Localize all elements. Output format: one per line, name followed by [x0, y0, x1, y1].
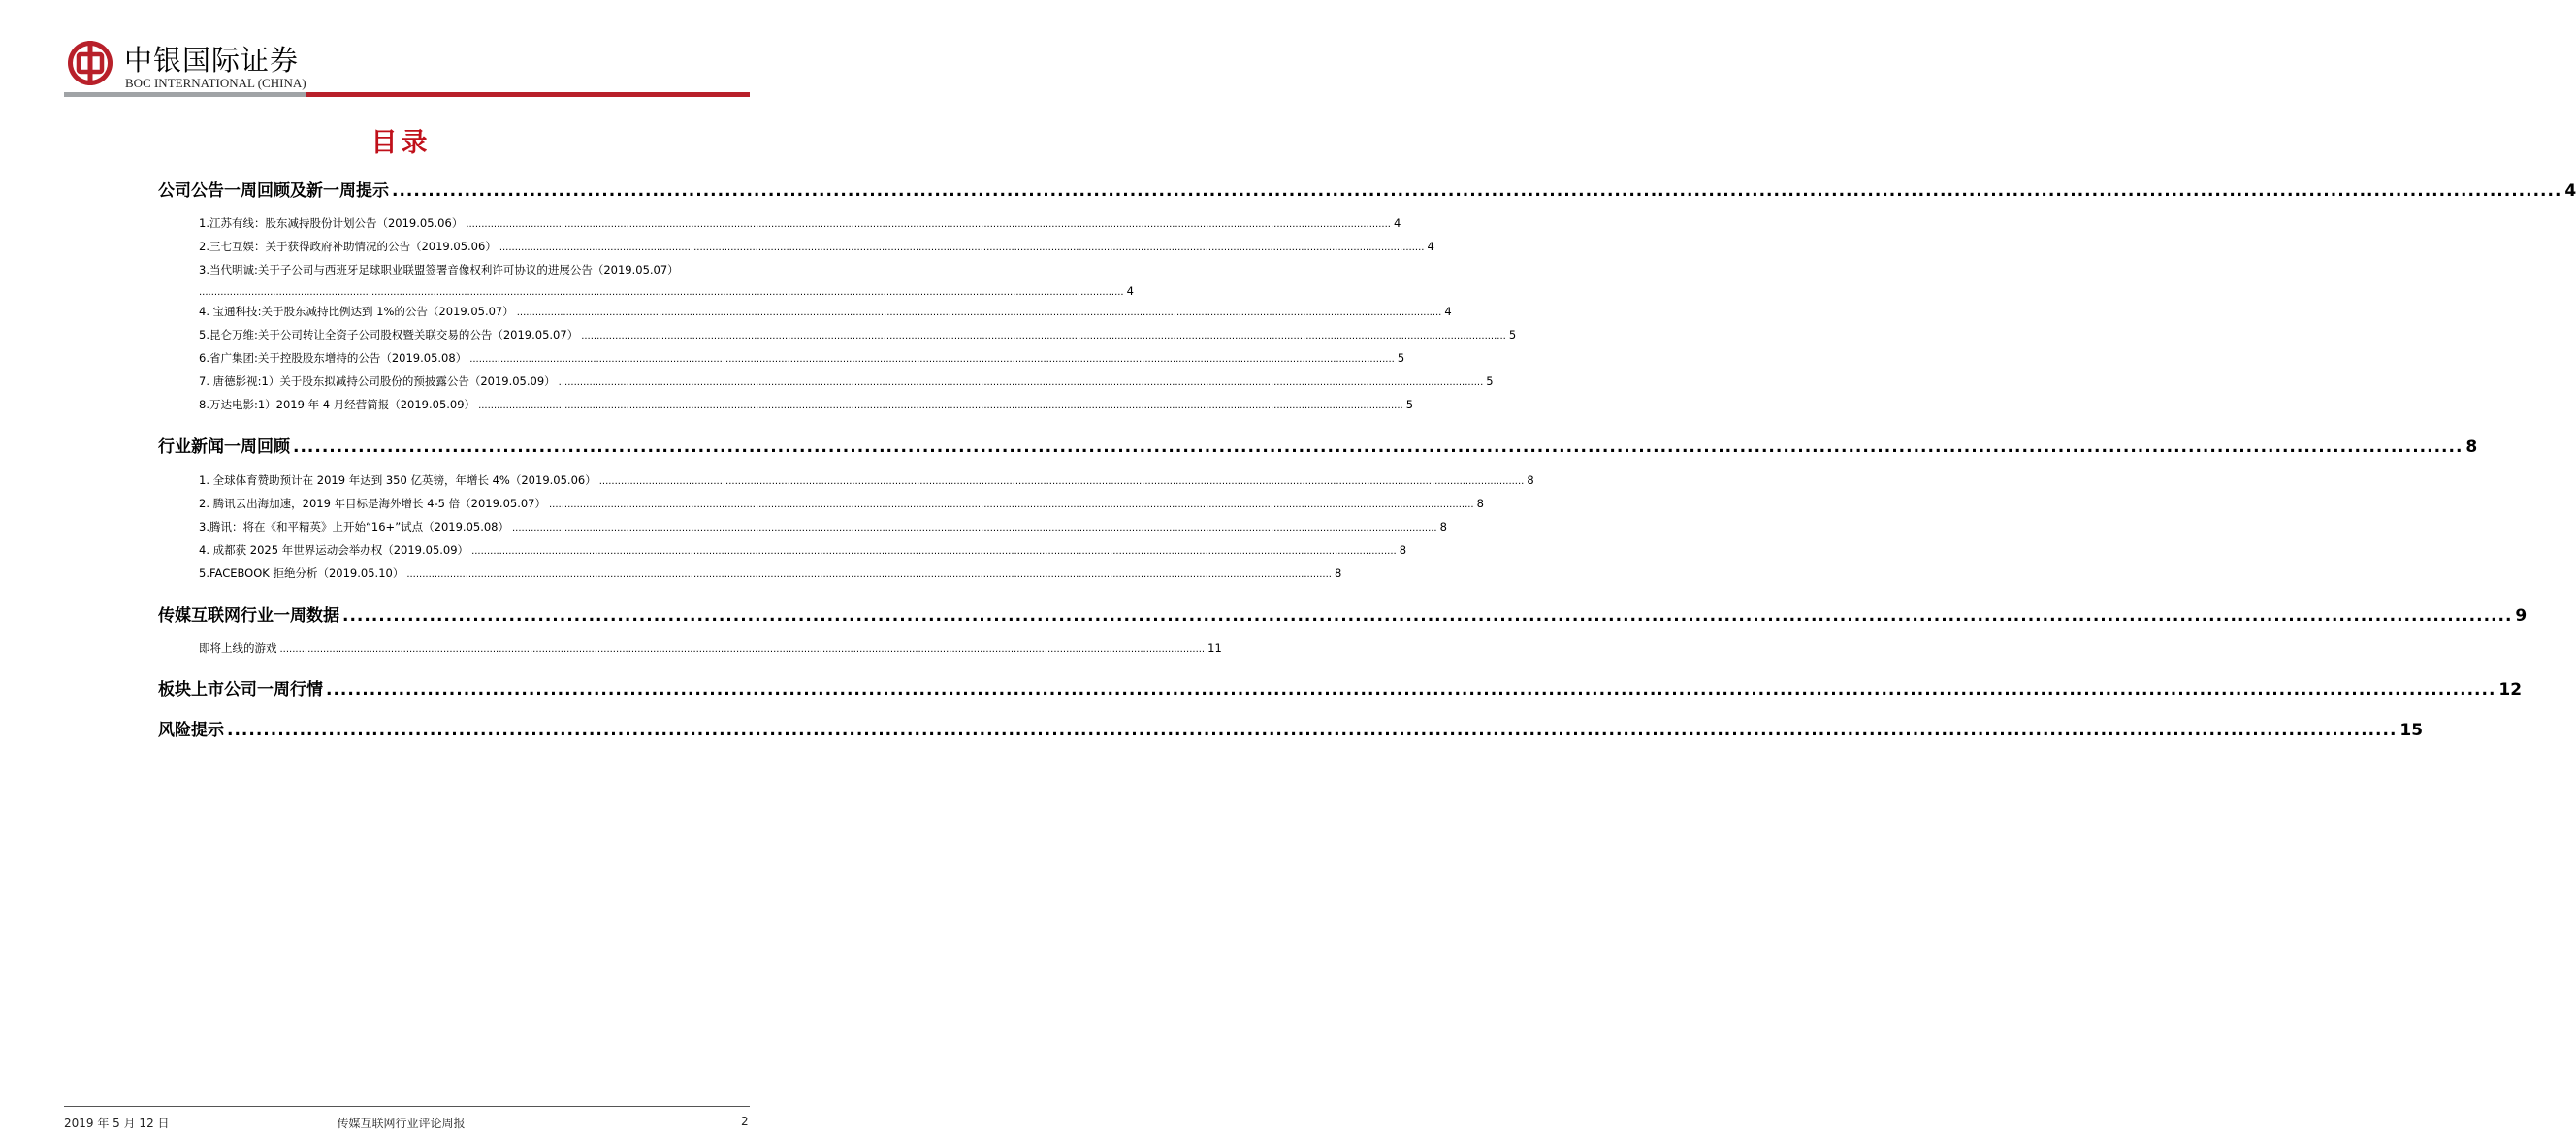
toc-leader-dots: ............................................................................................................................................................................................................................................................................................................ — [478, 401, 1403, 411]
toc-section-title: 公司公告一周回顾及新一周提示 — [158, 181, 389, 201]
toc-item-page: 4 — [1126, 284, 1134, 298]
toc-item-text: 2.三七互娱：关于获得政府补助情况的公告（2019.05.06） — [199, 240, 497, 253]
toc-leader-dots: ............................................................................................................................................................................................................................................................................................................ — [342, 606, 2513, 626]
toc-leader-dots: ............................................................................................................................................................................................................................................................................................................ — [516, 308, 1442, 318]
toc-leader-dots: ............................................................................................................................................................................................................................................................................................................ — [326, 680, 2496, 699]
toc-item-text: 3.当代明诚:关于子公司与西班牙足球职业联盟签署音像权利许可协议的进展公告（2019.05.07） — [199, 263, 679, 276]
toc-item-page: 5 — [1486, 374, 1494, 388]
toc-item-page: 5 — [1508, 328, 1517, 341]
toc-item-text: 4. 宝通科技:关于股东减持比例达到 1%的公告（2019.05.07） — [199, 305, 514, 318]
toc-leader-dots: ............................................................................................................................................................................................................................................................................................................ — [558, 377, 1484, 388]
toc-item-page: 8 — [1334, 567, 1342, 580]
toc-item-page: 11 — [1208, 641, 1222, 655]
toc-item-text: 5.FACEBOOK 拒绝分析（2019.05.10） — [199, 567, 404, 580]
toc-leader-dots: ............................................................................................................................................................................................................................................................................................................ — [279, 644, 1206, 655]
toc-item[interactable] — [199, 496, 1484, 511]
footer-date: 2019 年 5 月 12 日 — [64, 1117, 170, 1130]
brand-name-en: BOC INTERNATIONAL (CHINA) — [125, 76, 306, 90]
toc-section-page: 4 — [2564, 181, 2576, 201]
toc-item-page: 4 — [1427, 240, 1434, 253]
toc-item-text: 3.腾讯：将在《和平精英》上开始“16+”试点（2019.05.08） — [199, 520, 509, 534]
toc-leader-dots: ............................................................................................................................................................................................................................................................................................................ — [469, 354, 1395, 365]
toc-item-text: 1.江苏有线：股东减持股份计划公告（2019.05.06） — [199, 216, 464, 230]
toc-leader-dots: ............................................................................................................................................................................................................................................................................................................ — [499, 243, 1425, 253]
toc-item[interactable] — [199, 327, 1517, 342]
footer-report-name: 传媒互联网行业评论周报 — [337, 1117, 466, 1130]
toc-item-page: 8 — [1476, 497, 1484, 510]
toc-item[interactable] — [199, 542, 1407, 558]
toc-item[interactable] — [199, 239, 1434, 254]
toc-item-page: 8 — [1439, 520, 1447, 534]
toc-item-text: 8.万达电影:1）2019 年 4 月经营简报（2019.05.09） — [199, 398, 476, 411]
toc-item-page: 5 — [1405, 398, 1414, 411]
toc-section[interactable] — [158, 716, 2424, 740]
toc-item-text: 7. 唐德影视:1）关于股东拟减持公司股份的预披露公告（2019.05.09） — [199, 374, 556, 388]
toc-item-page: 5 — [1397, 351, 1405, 365]
toc-item-page: 8 — [1527, 473, 1534, 487]
toc-section-page: 8 — [2465, 437, 2478, 457]
toc-leader-dots: ............................................................................................................................................................................................................................................................................................................ — [598, 476, 1525, 487]
brand-name-cn: 中银国际证券 — [124, 44, 300, 77]
toc-leader-dots: ............................................................................................................................................................................................................................................................................................................ — [581, 331, 1506, 341]
toc-item[interactable] — [199, 350, 1405, 366]
toc-item-page: 4 — [1444, 305, 1452, 318]
toc-item[interactable] — [199, 262, 1134, 298]
toc-item-text: 即将上线的游戏 — [199, 641, 277, 655]
toc-leader-dots: ............................................................................................................................................................................................................................................................................................................ — [392, 181, 2562, 201]
toc-item-text: 2. 腾讯云出海加速，2019 年目标是海外增长 4-5 倍（2019.05.07） — [199, 497, 546, 510]
toc-leader-dots: ............................................................................................................................................................................................................................................................................................................ — [406, 569, 1332, 580]
toc-section[interactable] — [158, 177, 2576, 201]
toc-title: 目录 — [370, 128, 432, 158]
toc-item[interactable] — [199, 472, 1534, 488]
toc-section-title: 传媒互联网行业一周数据 — [158, 606, 339, 626]
footer-page-number: 2 — [741, 1115, 749, 1128]
toc-section-page: 12 — [2498, 680, 2523, 699]
footer-rule — [64, 1106, 750, 1107]
toc-section-page: 9 — [2515, 606, 2528, 626]
header-rule-gray — [64, 92, 306, 97]
toc-section-title: 风险提示 — [158, 721, 224, 740]
toc-section[interactable] — [158, 601, 2528, 626]
toc-leader-dots: ............................................................................................................................................................................................................................................................................................................ — [466, 219, 1391, 230]
header-rule-red — [306, 92, 750, 97]
toc-item-text: 5.昆仑万维:关于公司转让全资子公司股权暨关联交易的公告（2019.05.07） — [199, 328, 579, 341]
toc-leader-dots: ............................................................................................................................................................................................................................................................................................................ — [549, 500, 1474, 510]
toc-section-title: 板块上市公司一周行情 — [158, 680, 323, 699]
toc-item[interactable] — [199, 215, 1401, 231]
toc-section[interactable] — [158, 675, 2523, 699]
toc-item[interactable] — [199, 304, 1452, 319]
boc-logo-icon — [66, 39, 114, 87]
toc-item[interactable] — [199, 640, 1222, 656]
toc-leader-dots: ............................................................................................................................................................................................................................................................................................................ — [512, 523, 1437, 534]
toc-item-text: 4. 成都获 2025 年世界运动会举办权（2019.05.09） — [199, 543, 469, 557]
toc-item[interactable] — [199, 373, 1494, 389]
toc-item-text: 1. 全球体育赞助预计在 2019 年达到 350 亿英镑，年增长 4%（2019.05.06） — [199, 473, 596, 487]
toc-section-title: 行业新闻一周回顾 — [158, 437, 290, 457]
toc-item-page: 4 — [1393, 216, 1401, 230]
toc-leader-dots: ............................................................................................................................................................................................................................................................................................................ — [199, 287, 1124, 298]
toc-item[interactable] — [199, 519, 1447, 535]
toc-item[interactable] — [199, 397, 1414, 412]
toc-item-text: 6.省广集团:关于控股股东增持的公告（2019.05.08） — [199, 351, 467, 365]
toc-leader-dots: ............................................................................................................................................................................................................................................................................................................ — [471, 546, 1397, 557]
toc-section[interactable] — [158, 433, 2478, 457]
toc-section-page: 15 — [2399, 721, 2424, 740]
toc-item[interactable] — [199, 566, 1342, 581]
page-header — [0, 0, 802, 107]
toc-leader-dots: ............................................................................................................................................................................................................................................................................................................ — [227, 721, 2398, 740]
toc-leader-dots: ............................................................................................................................................................................................................................................................................................................ — [293, 437, 2463, 457]
toc-item-page: 8 — [1399, 543, 1407, 557]
